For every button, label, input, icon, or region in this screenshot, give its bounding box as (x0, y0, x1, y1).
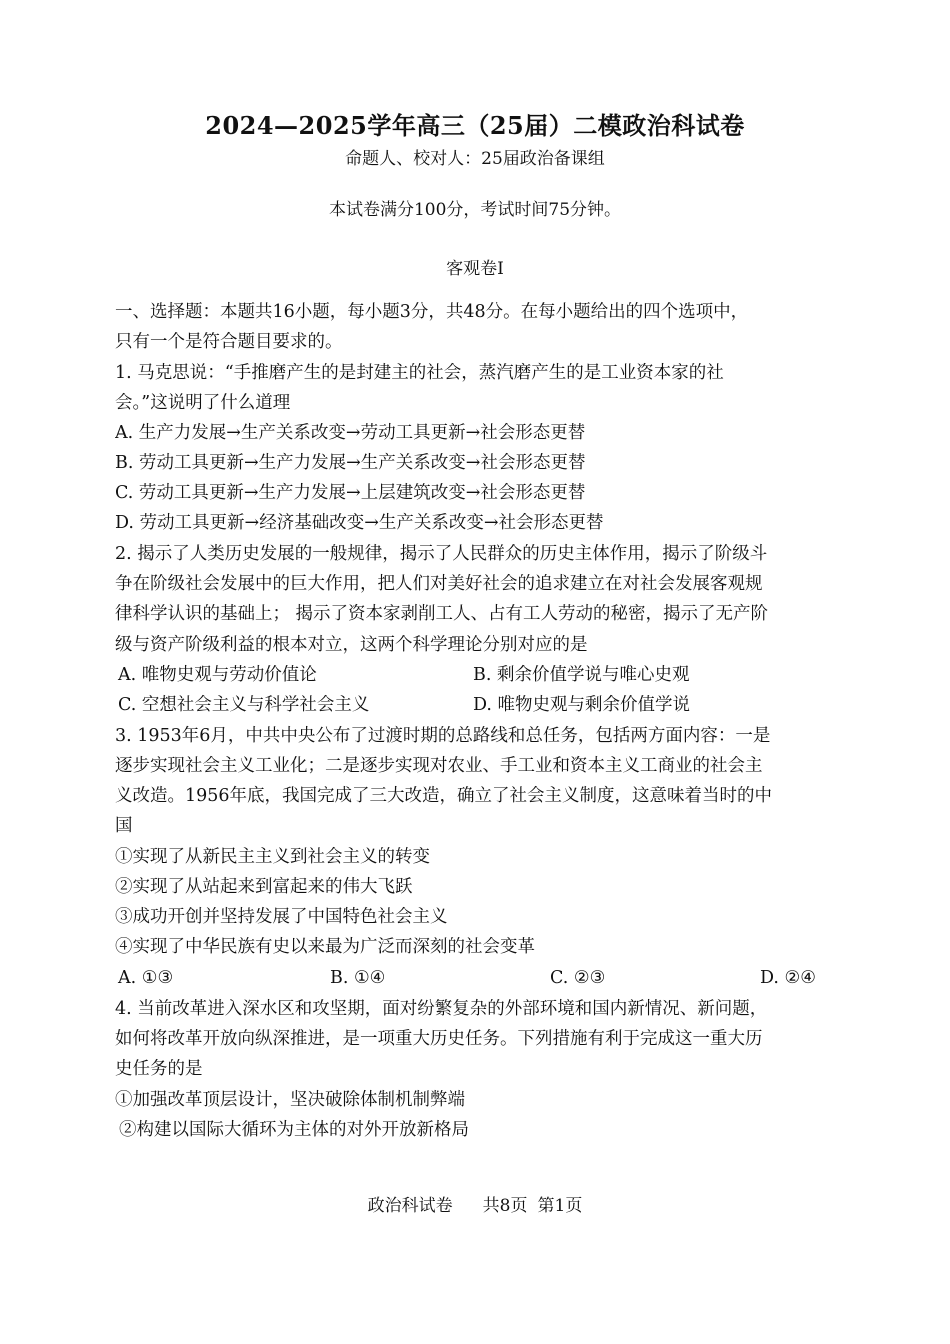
q2-stem-line-3: 律科学认识的基础上； 揭示了资本家剥削工人、占有工人劳动的秘密，揭示了无产阶 (115, 604, 769, 624)
q1-option-a: A. 生产力发展→生产关系改变→劳动工具更新→社会形态更替 (115, 423, 586, 443)
q4-stem-line-2: 如何将改革开放向纵深推进，是一项重大历史任务。下列措施有利于完成这一重大历 (115, 1029, 763, 1049)
section-heading: 客观卷Ⅰ (446, 259, 504, 279)
q4-statement-1: ①加强改革顶层设计，坚决破除体制机制弊端 (115, 1090, 465, 1110)
q3-option-a: A. ①③ (118, 968, 174, 988)
q1-stem-line-2: 会。”这说明了什么道理 (115, 393, 291, 413)
q2-option-a: A. 唯物史观与劳动价值论 (118, 665, 317, 685)
q3-option-c: C. ②③ (550, 968, 606, 988)
q1-option-d: D. 劳动工具更新→经济基础改变→生产关系改变→社会形态更替 (115, 513, 604, 533)
q3-option-b: B. ①④ (330, 968, 386, 988)
q1-option-b: B. 劳动工具更新→生产力发展→生产关系改变→社会形态更替 (115, 453, 586, 473)
authors-line: 命题人、校对人：25届政治备课组 (345, 149, 605, 169)
q3-statement-4: ④实现了中华民族有史以来最为广泛而深刻的社会变革 (115, 937, 535, 957)
q3-stem-line-2: 逐步实现社会主义工业化；二是逐步实现对农业、手工业和资本主义工商业的社会主 (115, 756, 763, 776)
q2-option-d: D. 唯物史观与剩余价值学说 (473, 695, 691, 715)
q2-option-b: B. 剩余价值学说与唯心史观 (473, 665, 690, 685)
q2-option-c: C. 空想社会主义与科学社会主义 (118, 695, 370, 715)
q4-stem-line-3: 史任务的是 (115, 1059, 203, 1079)
q4-statement-2: ②构建以国际大循环为主体的对外开放新格局 (119, 1120, 469, 1140)
footer-total-pages: 共8页 (482, 1196, 528, 1216)
exam-title: 2024—2025学年高三（25届）二模政治科试卷 (205, 111, 745, 140)
footer-subject: 政治科试卷 (367, 1196, 453, 1216)
instructions-line-2: 只有一个是符合题目要求的。 (115, 332, 343, 352)
q3-option-d: D. ②④ (760, 968, 816, 988)
q3-stem-line-4: 国 (115, 816, 133, 836)
q3-stem-line-3: 义改造。1956年底，我国完成了三大改造，确立了社会主义制度，这意味着当时的中 (115, 786, 773, 806)
q2-stem-line-2: 争在阶级社会发展中的巨大作用，把人们对美好社会的追求建立在对社会发展客观规 (115, 574, 763, 594)
q2-stem-line-4: 级与资产阶级利益的根本对立，这两个科学理论分别对应的是 (115, 635, 588, 655)
instructions-line-1: 一、选择题：本题共16小题，每小题3分，共48分。在每小题给出的四个选项中， (115, 302, 749, 322)
q1-stem-line-1: 1. 马克思说：“手推磨产生的是封建主的社会，蒸汽磨产生的是工业资本家的社 (115, 363, 724, 383)
footer-page-number: 第1页 (537, 1196, 583, 1216)
q3-stem-line-1: 3. 1953年6月，中共中央公布了过渡时期的总路线和总任务，包括两方面内容：一是 (115, 726, 771, 746)
q3-statement-1: ①实现了从新民主主义到社会主义的转变 (115, 847, 430, 867)
q4-stem-line-1: 4. 当前改革进入深水区和攻坚期，面对纷繁复杂的外部环境和国内新情况、新问题， (115, 999, 768, 1019)
page-footer (0, 1193, 950, 1219)
q1-option-c: C. 劳动工具更新→生产力发展→上层建筑改变→社会形态更替 (115, 483, 586, 503)
exam-info: 本试卷满分100分，考试时间75分钟。 (328, 200, 622, 220)
q2-stem-line-1: 2. 揭示了人类历史发展的一般规律，揭示了人民群众的历史主体作用，揭示了阶级斗 (115, 544, 768, 564)
q3-statement-3: ③成功开创并坚持发展了中国特色社会主义 (115, 907, 448, 927)
q3-statement-2: ②实现了从站起来到富起来的伟大飞跃 (115, 877, 413, 897)
